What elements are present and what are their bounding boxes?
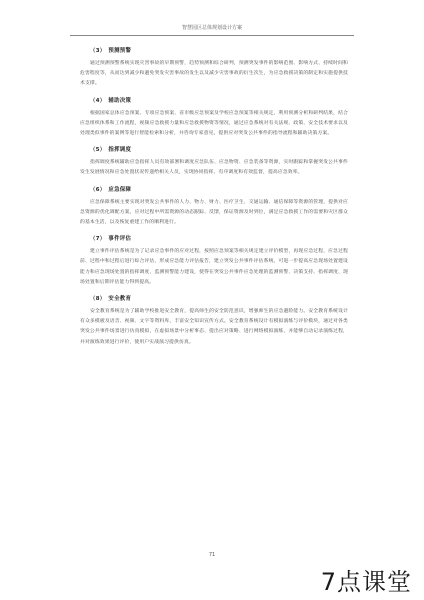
section-paragraph: 建立事件评估系统是为了记录应急事件的应对过程，按照应急预案等相关规定建立评价模型，再现应急过程，应急过程前、过程中和过程后进行综合评估，形成应急能力评估报告，建立突发公共事件评估系统，可进一步提高应急现场处置建设能力和应急现场处置的指挥调度、监测预警能力建设，使得在突发公共事件应急处理的监测预警、决策支持、指挥调度、现场处置和后期评估能力得到提高。 [80,249,348,285]
section-paragraph: 指挥调度系统辅助应急指挥人员有效部署和调度应急队伍、应急物资、应急装备等资源，实时跟踪和掌握突发公共事件发生发展情况和应急处置状况传递给相关人员，实现协同指挥、有序调度和有效监督，提高应急效率。 [80,160,348,176]
section-heading: （8） 安全教育 [90,296,132,303]
section-heading: （7） 事件评估 [90,236,132,243]
section-paragraph: 应急保障系统主要实现对突发公共事件的人力、物力、财力、医疗卫生、交通运输、通信保障等资源的管理，提供对应急资源的优化调配方案，应对过程中所需资源的动态跟踪、反馈，保证资源及时到位，满足应急救援工作的需要和灾区群众的基本生活，以及恢复重建工作的顺利进行。 [80,199,348,226]
section-heading: （3） 预测预警 [90,48,132,54]
section-paragraph: 通过预测预警系统实现灾害事故的早期预警，趋势预测和综合研判，预测突发事件的影响范围、影响方式、持续时间和危害程度等，从而达到减少和避免突发灾害事故的发生以及减少灾害事故的衍生次生，为应急救援决策的制定和实施提供技术支撑。 [80,61,348,87]
section-event-evaluation [80,234,348,288]
section-paragraph: 安全教育系统是为了辅助学校推进安全教育，提高师生的安全防范意识，增强师生的应急避险能力。安全教育系统设计有众多模板及语音、视频、文字等资料库，丰富安全知识宣传方式。安全教育系统设计有模拟演练与评价模块，通过对各类突发公共事件场景进行仿真模拟，在虚拟场景中分析事态、提出应对策略、进行网络模拟演练，并能够自动记录演练过程，并对演练效果进行评价，使用户实战演习提供仿真。 [80,309,348,345]
watermark-logo: 7点课堂 [320,568,412,596]
section-command-dispatch [80,145,348,178]
section-safety-education [80,294,348,348]
section-decision-support [80,96,348,140]
section-prediction-warning [80,46,348,90]
page-header: 智慧园区总体规划设计方案 [70,24,354,36]
section-heading: （5） 指挥调度 [90,147,132,154]
document-body [80,44,348,354]
page-number: 71 [208,552,216,558]
section-paragraph: 根据国家总体应急预案、专项应急预案、省市级应急预案及学校应急预案等相关规定，利用预测分析和研判结果，结合应急组织体系和工作流程，视频应急救援力量和应急救援物资等情况，通过应急系统对有关法规、政策、安全技术要求以及处理类似事件的案例等进行智能检索和分析，并咨询专家意见，提供应对突发公共事件的指导流程和辅助决策方案。 [80,110,348,137]
section-emergency-support [80,185,348,229]
section-heading: （4） 辅助决策 [90,97,132,104]
section-heading: （6） 应急保障 [90,186,132,193]
